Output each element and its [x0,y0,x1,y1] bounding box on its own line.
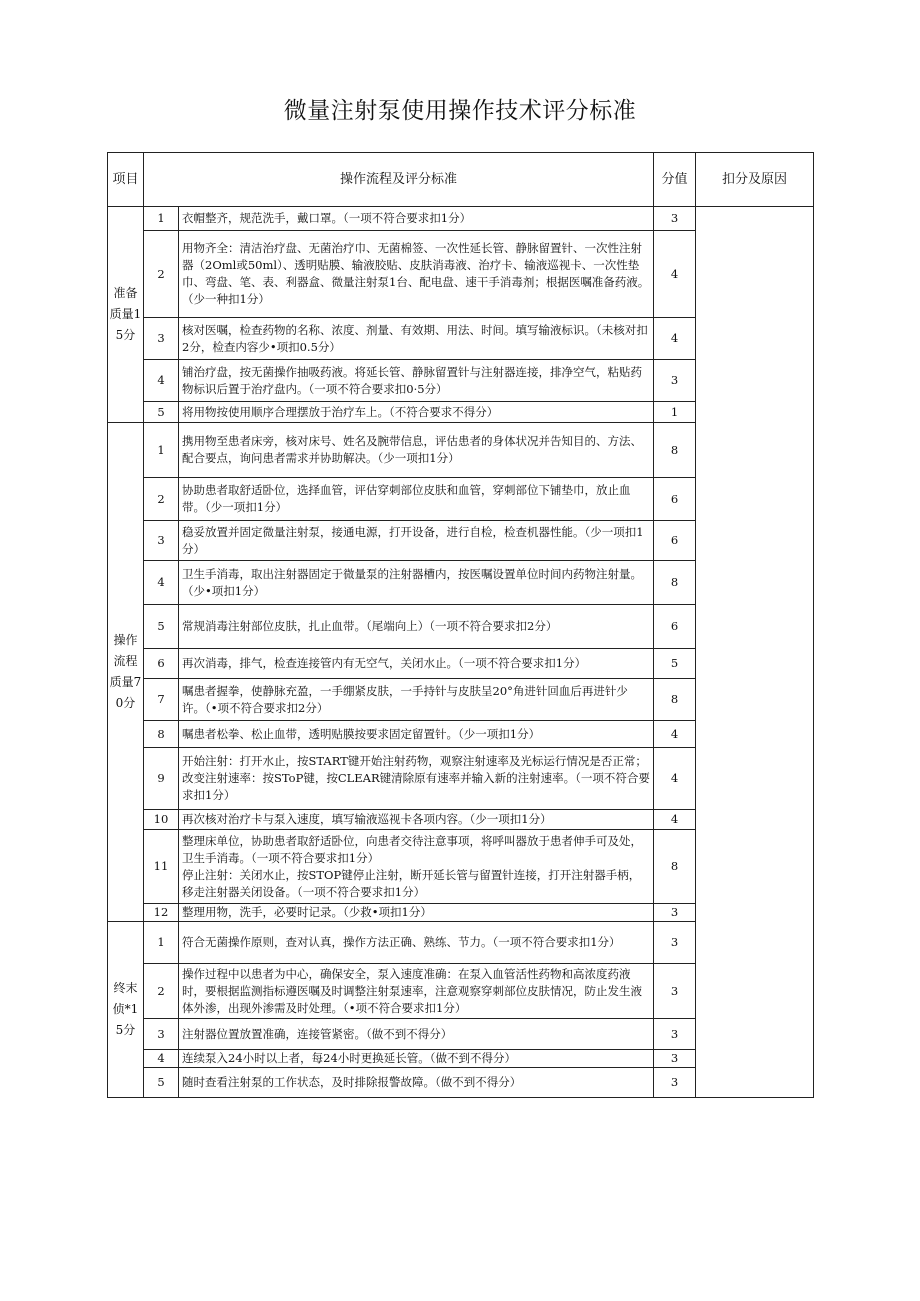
row-number: 4 [144,360,179,402]
row-number: 4 [144,1050,179,1068]
table-body [108,207,814,1098]
row-number: 1 [144,207,179,231]
criterion-text: 常规消毒注射部位皮肤，扎止血带。（尾端向上）（一项不符合要求扣2分） [179,605,654,649]
criterion-text: 嘱患者握拳，使静脉充盈，一手绷紧皮肤，一手持针与皮肤呈20°角进针回血后再进针少许。（•项不符合要求扣2分） [179,679,654,721]
score-value: 6 [654,478,696,521]
header-deduct: 扣分及原因 [696,153,814,207]
row-number: 10 [144,810,179,830]
row-number: 11 [144,830,179,904]
row-number: 2 [144,231,179,318]
row-number: 8 [144,721,179,748]
criterion-text: 稳妥放置并固定微量注射泵，接通电源，打开设备，进行自检，检查机器性能。（少一项扣1分） [179,521,654,561]
row-number: 3 [144,1019,179,1050]
section-label-text: 终末侦*15分 [112,981,139,1037]
criterion-text: 操作过程中以患者为中心，确保安全，泵入速度准确：在泵入血管活性药物和高浓度药液时，要根据监测指标遵医嘱及时调整注射泵速率，注意观察穿刺部位皮肤情况，防止发生液体外渗，出现外渗需及时处理。（•项不符合要求扣1分） [179,964,654,1019]
criterion-text: 携用物至患者床旁，核对床号、姓名及腕带信息，评估患者的身体状况并告知目的、方法、配合要点，询问患者需求并协助解决。（少一项扣1分） [179,423,654,478]
header-item: 项目 [108,153,144,207]
score-value: 3 [654,1019,696,1050]
page-title: 微量注射泵使用操作技术评分标准 [283,98,637,124]
score-value: 4 [654,318,696,360]
criterion-text: 连续泵入24小时以上者，每24小时更换延长管。（做不到不得分） [179,1050,654,1068]
score-value: 3 [654,207,696,231]
score-value: 3 [654,360,696,402]
score-value: 3 [654,964,696,1019]
score-value: 3 [654,1068,696,1098]
criterion-text: 嘱患者松拳、松止血带，透明贴膜按要求固定留置针。（少一项扣1分） [179,721,654,748]
score-value: 4 [654,810,696,830]
criterion-text: 再次核对治疗卡与泵入速度，填写输液巡视卡各项内容。（少一项扣1分） [179,810,654,830]
section-label-text: 准备质量15分 [109,286,142,342]
score-value: 3 [654,1050,696,1068]
score-value: 8 [654,679,696,721]
section-label [108,922,144,1098]
section-label [108,207,144,423]
criterion-text: 衣帽整齐，规范洗手，戴口罩。（一项不符合要求扣1分） [179,207,654,231]
criterion-text: 整理用物，洗手，必要时记录。（少救•项扣1分） [179,904,654,922]
criterion-text: 协助患者取舒适卧位，选择血管，评估穿刺部位皮肤和血管，穿刺部位下铺垫巾，放止血带。（少一项扣1分） [179,478,654,521]
score-value: 6 [654,521,696,561]
score-value: 8 [654,423,696,478]
score-value: 8 [654,561,696,605]
row-number: 3 [144,521,179,561]
row-number: 9 [144,748,179,810]
section-label [108,423,144,922]
row-number: 1 [144,922,179,964]
deduction-column [696,207,814,1098]
score-value: 8 [654,830,696,904]
row-number: 12 [144,904,179,922]
score-value: 1 [654,402,696,423]
criterion-text: 核对医嘱，检查药物的名称、浓度、剂量、有效期、用法、时间。填写输液标识。（未核对扣2分，检查内容少•项扣0.5分） [179,318,654,360]
score-value: 5 [654,649,696,679]
table-row [108,207,814,231]
criterion-text: 将用物按使用顺序合理摆放于治疗车上。（不符合要求不得分） [179,402,654,423]
row-number: 5 [144,1068,179,1098]
score-value: 3 [654,922,696,964]
header-row [108,153,814,207]
row-number: 5 [144,402,179,423]
criterion-text: 注射器位置放置准确，连接管紧密。（做不到不得分） [179,1019,654,1050]
score-value: 3 [654,904,696,922]
criterion-text: 铺治疗盘，按无菌操作抽吸药液。将延长管、静脉留置针与注射器连接，排净空气，粘贴药物标识后置于治疗盘内。（一项不符合要求扣0·5分） [179,360,654,402]
header-score: 分值 [654,153,696,207]
criterion-text: 卫生手消毒，取出注射器固定于微量泵的注射器槽内，按医嘱设置单位时间内药物注射量。（少•项扣1分） [179,561,654,605]
criterion-text: 开始注射：打开水止，按START键开始注射药物，观察注射速率及光标运行情况是否正常；改变注射速率：按SToP键，按CLEAR键清除原有速率并输入新的注射速率。（一项不符合要求扣1分） [179,748,654,810]
header-process: 操作流程及评分标准 [144,153,654,207]
row-number: 7 [144,679,179,721]
score-value: 6 [654,605,696,649]
criterion-text: 再次消毒，排气，检查连接管内有无空气，关闭水止。（一项不符合要求扣1分） [179,649,654,679]
section-label-text: 操作流程质量70分 [109,633,142,710]
criterion-text: 符合无菌操作原则，查对认真，操作方法正确、熟练、节力。（一项不符合要求扣1分） [179,922,654,964]
scoring-table [107,152,814,1098]
row-number: 1 [144,423,179,478]
row-number: 2 [144,478,179,521]
criterion-text: 用物齐全：清洁治疗盘、无菌治疗巾、无菌棉签、一次性延长管、静脉留置针、一次性注射器（2Oml或50ml）、透明贴膜、输液胶贴、皮肤消毒液、治疗卡、输液巡视卡、一次性垫巾、弯盘、笔、表、利器盒、微量注射泵1台、配电盘、速干手消毒剂；根据医嘱准备药液。（少一种扣1分） [179,231,654,318]
score-value: 4 [654,231,696,318]
row-number: 2 [144,964,179,1019]
criterion-text: 整理床单位，协助患者取舒适卧位，向患者交待注意事项，将呼叫器放于患者伸手可及处，卫生手消毒。（一项不符合要求扣1分） 停止注射：关闭水止，按STOP键停止注射，断开延长管与留置针连接，打开注射器手柄，移走注射器关闭设备。（一项不符合要求扣1分） [179,830,654,904]
row-number: 5 [144,605,179,649]
criterion-text: 随时查看注射泵的工作状态，及时排除报警故障。（做不到不得分） [179,1068,654,1098]
score-value: 4 [654,748,696,810]
row-number: 6 [144,649,179,679]
row-number: 3 [144,318,179,360]
row-number: 4 [144,561,179,605]
score-value: 4 [654,721,696,748]
